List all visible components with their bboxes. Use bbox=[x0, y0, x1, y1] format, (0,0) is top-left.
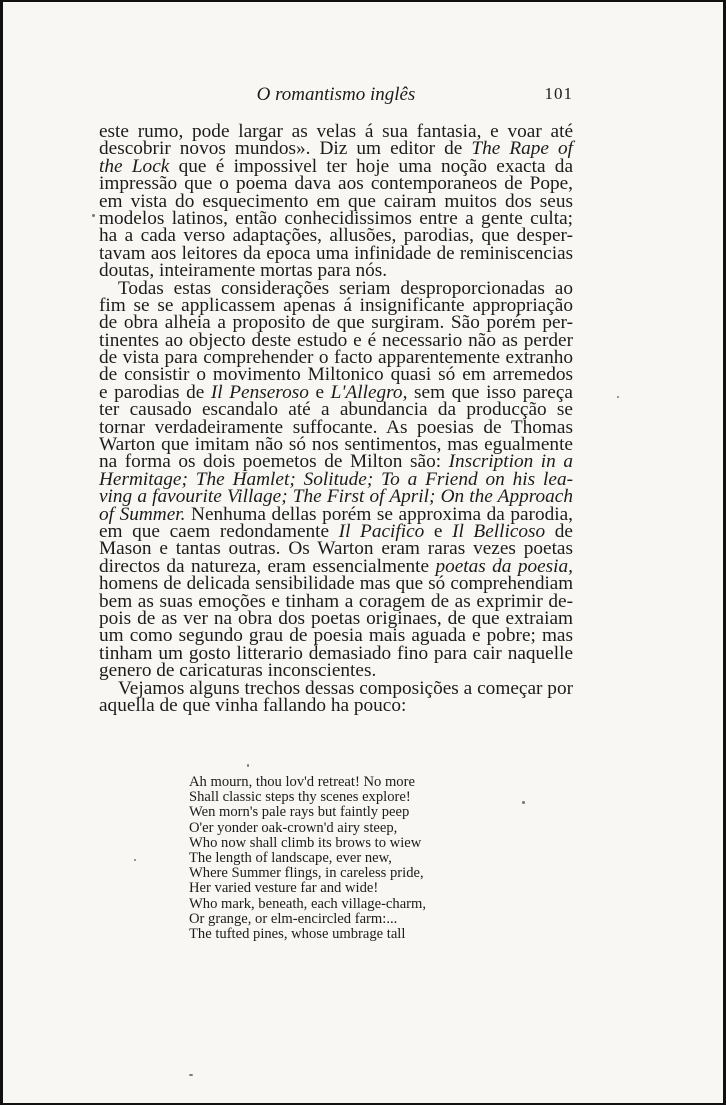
text-segment: Vejamos alguns trechos dessas composições a começar por bbox=[118, 677, 573, 699]
verse-line: Her varied vesture far and wide! bbox=[189, 880, 379, 897]
text-segment: fim se se applicassem apenas á insignificante appropriação bbox=[99, 294, 573, 316]
italic-title: of Summer. bbox=[99, 503, 186, 525]
page-header bbox=[99, 82, 573, 110]
verse-line: Who now shall climb its brows to wiew bbox=[189, 834, 422, 851]
running-title: O romantismo inglês bbox=[256, 84, 416, 105]
text-segment: ha a cada verso adaptações, allusões, parodias, que desper- bbox=[99, 225, 573, 247]
paper-speck bbox=[522, 801, 525, 804]
page-number: 101 bbox=[544, 84, 573, 103]
text-segment: descobrir novos mundos». Diz um editor de bbox=[99, 138, 472, 160]
italic-title: Il Penseroso bbox=[210, 381, 309, 403]
verse-quotation bbox=[189, 775, 489, 942]
text-segment: e bbox=[424, 520, 453, 542]
text-segment: tinham um gosto litterario demasiado fino para cair naquelle bbox=[99, 642, 573, 664]
text-segment: em vista do esquecimento em que cairam muitos dos seus bbox=[99, 190, 573, 212]
text-segment: sem que isso pareça bbox=[407, 381, 573, 403]
text-segment: Warton que imitam não só nos sentimentos, mas egualmente bbox=[99, 434, 573, 456]
text-segment: tornar verdadeiramente suffocante. As poesias de Thomas bbox=[99, 416, 573, 438]
text-segment: modelos latinos, então conhecidissimos entre a gente culta; bbox=[99, 207, 573, 229]
verse-line: Where Summer flings, in careless pride, bbox=[189, 865, 424, 882]
text-segment: de vista para comprehender o facto apparentemente extranho bbox=[99, 347, 573, 369]
text-segment: de obra alheia a proposito de que surgiram. São porém per- bbox=[99, 312, 573, 334]
italic-title: The Rape of bbox=[471, 138, 573, 160]
text-segment: e parodias de bbox=[99, 381, 211, 403]
italic-title: Inscription in a bbox=[448, 451, 573, 473]
italic-title: ving a favourite Village; The First of April; On the Approach bbox=[99, 486, 573, 508]
verse-line: The tufted pines, whose umbrage tall bbox=[189, 925, 406, 942]
text-segment: tavam aos leitores da epoca uma infinidade de reminiscencias bbox=[99, 242, 573, 264]
text-segment: Nenhuma dellas porém se approxima da parodia, bbox=[185, 503, 573, 525]
text-segment: de bbox=[545, 520, 573, 542]
paper-speck bbox=[189, 1074, 193, 1076]
verse-line: Wen morn's pale rays but faintly peep bbox=[189, 804, 410, 821]
text-segment: homens de delicada sensibilidade mas que só comprehendiam bbox=[99, 573, 573, 595]
text-segment: genero de caricaturas inconscientes. bbox=[99, 660, 377, 682]
text-segment: na forma os dois poemetos de Milton são: bbox=[99, 451, 449, 473]
italic-title: Hermitage; The Hamlet; Solitude; To a Friend on his lea- bbox=[99, 468, 573, 490]
text-segment: este rumo, pode largar as velas á sua fantasia, e voar até bbox=[99, 121, 573, 142]
verse-line: Who mark, beneath, each village-charm, bbox=[189, 895, 427, 912]
italic-title: Il Pacifico bbox=[338, 520, 425, 542]
text-segment: directos da natureza, eram essencialmente bbox=[99, 555, 436, 577]
text-segment: Todas estas considerações seriam desproporcionadas ao bbox=[118, 277, 573, 299]
text-segment: bem as suas emoções e tinham a coragem de as exprimir de- bbox=[99, 590, 573, 612]
verse-line: Ah mourn, thou lov'd retreat! No more bbox=[189, 774, 415, 790]
text-segment: que é impossivel ter hoje uma noção exacta da bbox=[169, 155, 574, 177]
verse-line: The length of landscape, ever new, bbox=[189, 849, 392, 866]
text-segment: de consistir o movimento Miltonico quasi só em arremedos bbox=[99, 364, 573, 386]
text-segment: pois de as ver na obra dos poetas originaes, de que extraiam bbox=[99, 607, 573, 629]
verse-line: O'er yonder oak-crown'd airy steep, bbox=[189, 819, 398, 836]
italic-title: L'Allegro, bbox=[330, 381, 408, 403]
text-line bbox=[99, 694, 573, 716]
verse-line: Shall classic steps thy scenes explore! bbox=[189, 789, 411, 806]
verse-line: Or grange, or elm-encircled farm:... bbox=[189, 910, 398, 927]
prose-body bbox=[99, 123, 573, 714]
text-segment: tinentes ao objecto deste estudo e é necessario não as perder bbox=[99, 329, 573, 351]
text-segment: doutas, inteiramente mortas para nós. bbox=[99, 260, 388, 282]
paper-speck bbox=[247, 764, 249, 767]
paper-speck bbox=[92, 214, 95, 217]
text-segment: ter causado escandalo até a abundancia da producção se bbox=[99, 399, 573, 421]
text-segment: um como segundo grau de poesia mais aguada e pobre; mas bbox=[99, 625, 573, 647]
text-segment: impressão que o poema dava aos contemporaneos de Pope, bbox=[99, 173, 573, 195]
text-segment: em que caem redondamente bbox=[99, 520, 339, 542]
text-segment: e bbox=[308, 381, 331, 403]
paper-speck bbox=[134, 859, 136, 861]
text-segment: aquella de que vinha fallando ha pouco: bbox=[99, 694, 407, 716]
italic-title: Il Bellicoso bbox=[452, 520, 546, 542]
text-segment: Mason e tantas outras. Os Warton eram raras vezes poetas bbox=[99, 538, 573, 560]
italic-title: poetas da poesia, bbox=[435, 555, 573, 577]
italic-title: the Lock bbox=[99, 155, 170, 177]
paper-speck bbox=[617, 396, 619, 398]
